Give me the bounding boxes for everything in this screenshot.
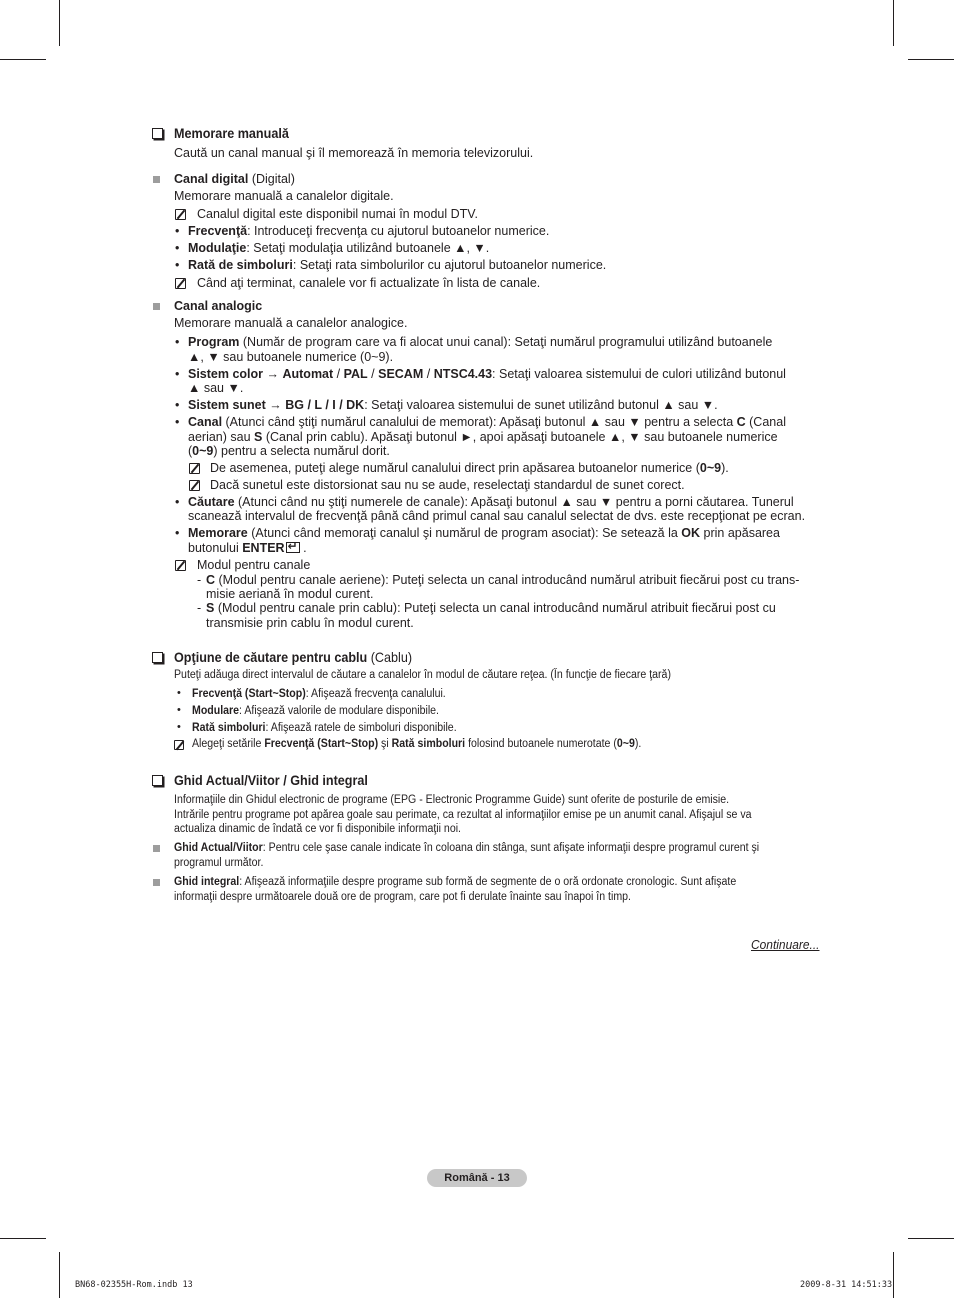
- subsection-title-digital: Canal digital (Digital): [174, 172, 295, 186]
- subsection-desc: Memorare manuală a canalelor analogice.: [174, 316, 408, 330]
- note-text: Alegeţi setările Frecvenţă (Start~Stop) şi Rată simboluri folosind butoanele numerotate (0~9).: [192, 738, 642, 750]
- note-text: Dacă sunetul este distorsionat sau nu se aude, reselectaţi standardul de sunet corect.: [210, 478, 685, 492]
- bullet-icon: •: [177, 687, 181, 699]
- dash-bullet: -: [197, 601, 202, 615]
- list-item-cont: butonului ENTER↵ .: [188, 541, 307, 556]
- crop-mark: [893, 1252, 894, 1298]
- list-item-cont: scanează intervalul de frecvenţă până când primul canal sau canalul selectat de dvs. este recepţionat pe ecran.: [188, 509, 806, 523]
- note-icon: [175, 278, 186, 289]
- list-item: Frecvenţă: Introduceţi frecvenţa cu ajutorul butoanelor numerice.: [188, 224, 550, 238]
- list-item: Sistem color → Automat / PAL / SECAM / NTSC4.43: Setaţi valoarea sistemului de culori utilizând butonul: [188, 367, 786, 381]
- list-item-cont: aerian) sau S (Canal prin cablu). Apăsaţi butonul ►, apoi apăsaţi butoanele ▲, ▼ sau butoanele numerice: [188, 430, 778, 444]
- bullet-icon: •: [175, 367, 180, 381]
- square-bullet-icon: [153, 303, 160, 310]
- bullet-icon: •: [175, 398, 180, 412]
- section-desc: Caută un canal manual şi îl memorează în memoria televizorului.: [174, 146, 534, 160]
- continue-label: Continuare...: [751, 937, 820, 952]
- list-item: C (Modul pentru canale aeriene): Puteţi selecta un canal introducând numărul atribuit fiecărui post cu trans-: [206, 573, 800, 587]
- square-bullet-icon: [153, 176, 160, 183]
- list-item: Memorare (Atunci când memoraţi canalul şi numărul de program asociat): Se setează la OK prin apăsarea: [188, 526, 780, 540]
- note-icon: [175, 209, 186, 220]
- section-desc: Puteţi adăuga direct intervalul de căutare a canalelor în modul de căutare reţea. (În funcţie de fiecare ţară): [174, 669, 671, 681]
- bullet-icon: •: [175, 495, 180, 509]
- list-item-cont: programul următor.: [174, 857, 264, 869]
- section-desc: Informaţiile din Ghidul electronic de programe (EPG - Electronic Programme Guide) sunt oferite de posturile de emisie.: [174, 794, 730, 806]
- bullet-icon: •: [175, 258, 180, 272]
- bullet-icon: •: [175, 526, 180, 540]
- checkbox-icon: [152, 652, 163, 663]
- list-item: Rată de simboluri: Setaţi rata simbolurilor cu ajutorul butoanelor numerice.: [188, 258, 607, 272]
- note-text: Canalul digital este disponibil numai în modul DTV.: [197, 207, 478, 221]
- list-item: Ghid Actual/Viitor: Pentru cele şase canale indicate în coloana din stânga, sunt afişate informaţii despre programul curent şi: [174, 842, 760, 854]
- note-icon: [189, 463, 200, 474]
- crop-mark: [908, 1238, 954, 1239]
- list-item: Program (Număr de program care va fi alocat unui canal): Setaţi numărul programului utilizând butoanele: [188, 335, 773, 349]
- list-item: Modulaţie: Setaţi modulaţia utilizând butoanele ▲, ▼.: [188, 241, 490, 255]
- enter-icon: [286, 542, 300, 553]
- list-item: Canal (Atunci când ştiţi numărul canalului de memorat): Apăsaţi butonul ▲ sau ▼ pentru a selecta C (Canal: [188, 415, 786, 429]
- note-icon: [175, 560, 186, 571]
- bullet-icon: •: [175, 335, 180, 349]
- list-item: Frecvenţă (Start~Stop): Afişează frecvenţa canalului.: [192, 688, 446, 700]
- crop-mark: [0, 59, 46, 60]
- checkbox-icon: [152, 128, 163, 139]
- footer-date: 2009-8-31 14:51:33: [800, 1280, 893, 1290]
- bullet-icon: •: [175, 224, 180, 238]
- list-item: Modulare: Afişează valorile de modulare disponibile.: [192, 705, 440, 717]
- section-title-guide: Ghid Actual/Viitor / Ghid integral: [174, 772, 368, 788]
- note-icon: [174, 740, 184, 750]
- subsection-desc: Memorare manuală a canalelor digitale.: [174, 189, 394, 203]
- bullet-icon: •: [175, 241, 180, 255]
- list-item-cont: transmisie prin cablu în modul curent.: [206, 616, 414, 630]
- dash-bullet: -: [197, 573, 202, 587]
- list-item-cont: (0~9) pentru a selecta numărul dorit.: [188, 444, 390, 458]
- crop-mark: [0, 1238, 46, 1239]
- bullet-icon: •: [175, 415, 180, 429]
- list-item: Căutare (Atunci când nu ştiţi numerele de canale): Apăsaţi butonul ▲ sau ▼ pentru a porni căutarea. Tunerul: [188, 495, 794, 509]
- crop-mark: [908, 59, 954, 60]
- crop-mark: [59, 1252, 60, 1298]
- checkbox-icon: [152, 775, 163, 786]
- list-item-cont: ▲ sau ▼.: [188, 381, 244, 395]
- note-text: De asemenea, puteţi alege numărul canalului direct prin apăsarea butoanelor numerice (0~9).: [210, 461, 729, 475]
- page-number-badge: Română - 13: [427, 1169, 527, 1187]
- list-item: S (Modul pentru canale prin cablu): Puteţi selecta un canal introducând numărul atribuit fiecărui post cu: [206, 601, 776, 615]
- footer-file: BN68-02355H-Rom.indb 13: [75, 1280, 193, 1290]
- bullet-icon: •: [177, 721, 181, 733]
- section-desc: actualiza dinamic de îndată ce vor fi disponibile informaţii noi.: [174, 823, 461, 835]
- list-item-cont: informaţii despre următoarele două ore de program, care pot fi derulate înainte sau înapoi în timp.: [174, 891, 631, 903]
- note-icon: [189, 480, 200, 491]
- list-item-cont: ▲, ▼ sau butoanele numerice (0~9).: [188, 350, 394, 364]
- bullet-icon: •: [177, 704, 181, 716]
- section-title-manual: Memorare manuală: [174, 125, 289, 141]
- crop-mark: [59, 0, 60, 46]
- subsection-title-analog: Canal analogic: [174, 299, 263, 313]
- section-desc: Intrările pentru programe pot apărea goale sau perimate, ca rezultat al informaţiilor emise pe un anumit canal. Afişajul se va: [174, 809, 752, 821]
- list-item: Ghid integral: Afişează informaţiile despre programe sub formă de segmente de o oră ordonate cronologic. Sunt afişate: [174, 876, 737, 888]
- note-text: Când aţi terminat, canalele vor fi actualizate în lista de canale.: [197, 276, 541, 290]
- list-item-cont: misie aeriană în modul curent.: [206, 587, 374, 601]
- list-item: Rată simboluri: Afişează ratele de simboluri disponibile.: [192, 722, 457, 734]
- note-text: Modul pentru canale: [197, 558, 311, 572]
- list-item: Sistem sunet → BG / L / I / DK: Setaţi valoarea sistemului de sunet utilizând butonul ▲ sau ▼.: [188, 398, 718, 412]
- crop-mark: [893, 0, 894, 46]
- square-bullet-icon: [153, 845, 160, 852]
- square-bullet-icon: [153, 879, 160, 886]
- section-title-cable: Opţiune de căutare pentru cablu (Cablu): [174, 649, 413, 665]
